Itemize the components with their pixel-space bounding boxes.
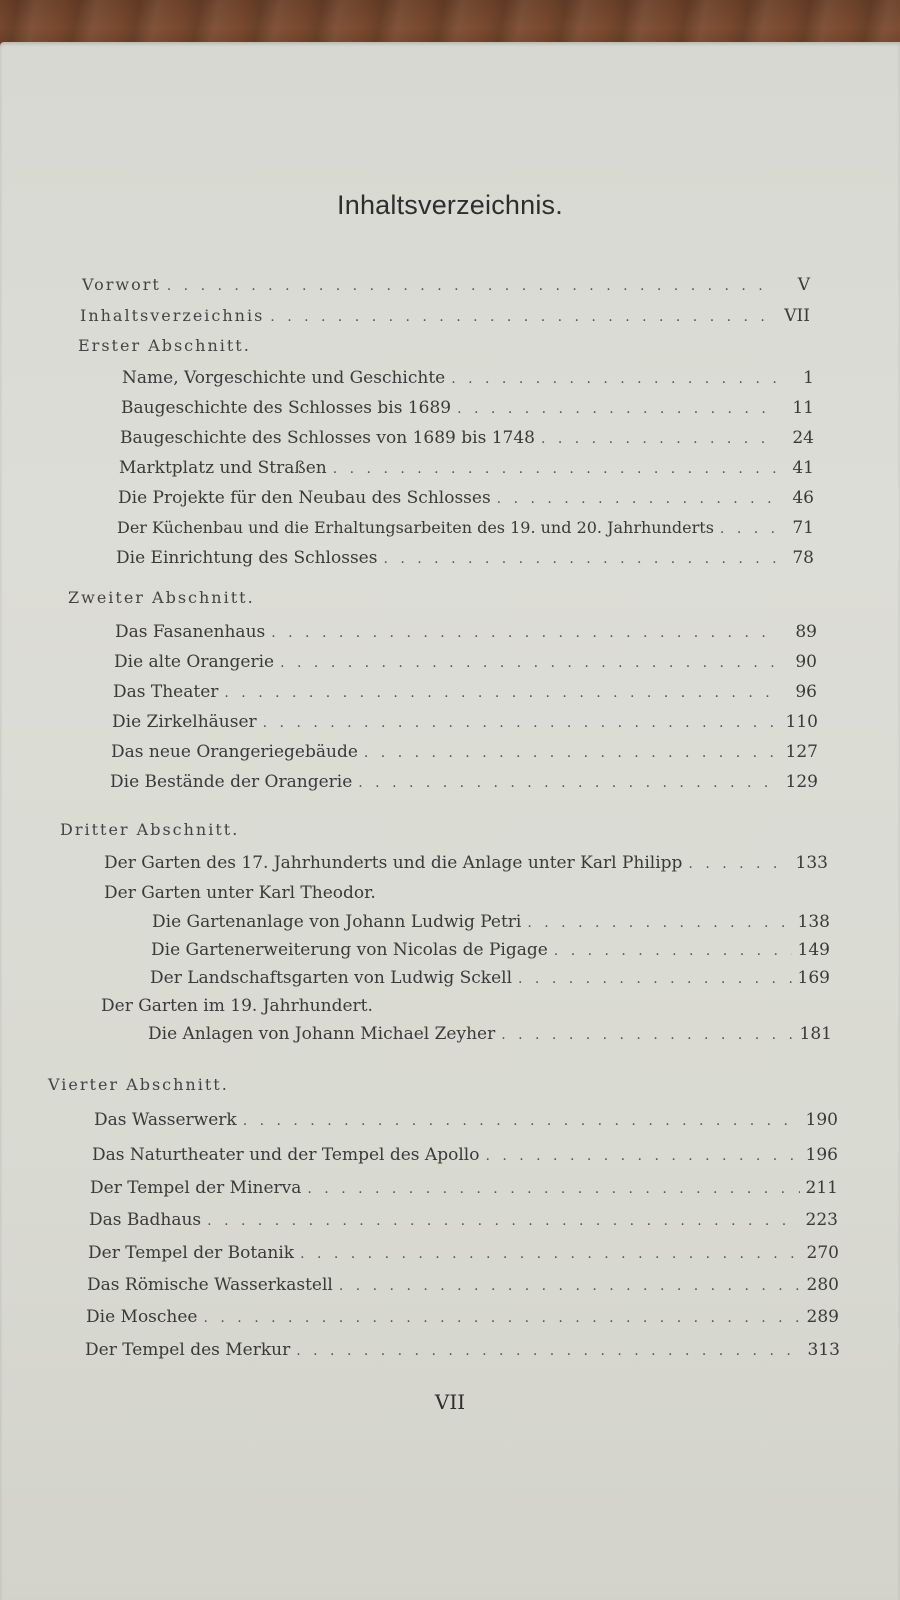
toc-entry xyxy=(112,712,818,740)
toc-entry-page: 223 xyxy=(805,1210,838,1230)
section-heading: Erster Abschnitt. xyxy=(78,336,251,355)
toc-entry-page: 110 xyxy=(785,712,818,732)
leader-dots xyxy=(307,1181,799,1197)
toc-entry-label: Die Anlagen von Johann Michael Zeyher xyxy=(148,1024,496,1044)
toc-entry xyxy=(80,306,810,334)
toc-entry xyxy=(122,368,814,396)
leader-dots xyxy=(207,1213,799,1229)
toc-entry-label: Das Badhaus xyxy=(89,1210,202,1230)
section-heading: Dritter Abschnitt. xyxy=(60,820,240,839)
toc-entry-label: Der Tempel des Merkur xyxy=(85,1340,291,1360)
toc-entry xyxy=(118,488,814,516)
section-heading: Zweiter Abschnitt. xyxy=(68,588,255,607)
toc-entry-page: 211 xyxy=(805,1178,838,1198)
toc-entry-page: 78 xyxy=(792,548,814,568)
leader-dots xyxy=(364,745,780,761)
leader-dots xyxy=(497,491,776,507)
toc-entry xyxy=(116,548,814,576)
toc-entry-page: 11 xyxy=(792,398,814,418)
toc-entry xyxy=(117,518,814,546)
toc-entry-page: 313 xyxy=(807,1340,840,1360)
toc-entry-label: Die Moschee xyxy=(86,1307,198,1327)
toc-entry-page: 71 xyxy=(792,518,814,538)
toc-entry-label: Der Garten im 19. Jahrhundert. xyxy=(101,996,373,1016)
leader-dots xyxy=(527,915,791,931)
toc-entry-label: Das Wasserwerk xyxy=(94,1110,237,1130)
leader-dots xyxy=(271,625,779,641)
toc-entry xyxy=(94,1110,838,1138)
toc-entry-page: 133 xyxy=(795,853,828,873)
toc-entry xyxy=(148,1024,832,1052)
toc-entry-page: 41 xyxy=(792,458,814,478)
toc-entry-label: Die Einrichtung des Schlosses xyxy=(116,548,378,568)
toc-entry xyxy=(115,622,817,650)
toc-entry-page: VII xyxy=(784,306,810,326)
toc-entry-label: Der Küchenbau und die Erhaltungsarbeiten des 19. und 20. Jahrhunderts xyxy=(117,518,714,537)
toc-entry-page: 46 xyxy=(792,488,814,508)
toc-entry xyxy=(150,968,830,996)
toc-entry-label: Die Zirkelhäuser xyxy=(112,712,257,732)
toc-entry-label: Name, Vorgeschichte und Geschichte xyxy=(122,368,446,388)
toc-entry xyxy=(152,912,830,940)
toc-entry-page: 149 xyxy=(797,940,830,960)
leader-dots xyxy=(339,1278,801,1294)
toc-entry-page: V xyxy=(797,275,810,295)
toc-entry-label: Das neue Orangeriegebäude xyxy=(111,742,358,762)
toc-entry-page: 127 xyxy=(785,742,818,762)
toc-entry-page: 190 xyxy=(805,1110,838,1130)
toc-entry xyxy=(90,1178,838,1206)
leader-dots xyxy=(554,943,792,959)
toc-entry xyxy=(92,1145,838,1173)
toc-entry xyxy=(111,742,818,770)
toc-subheading xyxy=(101,996,373,1024)
toc-entry-page: 24 xyxy=(792,428,814,448)
leader-dots xyxy=(485,1148,799,1164)
toc-entry-page: 270 xyxy=(806,1243,839,1263)
toc-entry-label: Der Landschaftsgarten von Ludwig Sckell xyxy=(150,968,513,988)
toc-entry xyxy=(110,772,818,800)
toc-entry-label: Die Gartenerweiterung von Nicolas de Pigage xyxy=(151,940,548,960)
toc-entry-page: 289 xyxy=(806,1307,839,1327)
toc-entry xyxy=(113,682,817,710)
toc-entry-label: Die Gartenanlage von Johann Ludwig Petri xyxy=(152,912,522,932)
toc-entry-label: Inhaltsverzeichnis xyxy=(80,306,265,325)
toc-entry xyxy=(151,940,830,968)
section-heading: Vierter Abschnitt. xyxy=(48,1075,229,1094)
toc-entry xyxy=(87,1275,839,1303)
toc-entry xyxy=(86,1307,839,1335)
toc-entry xyxy=(85,1340,840,1368)
leader-dots xyxy=(518,971,792,987)
toc-entry-label: Die alte Orangerie xyxy=(114,652,275,672)
leader-dots xyxy=(383,551,776,567)
toc-entry-label: Marktplatz und Straßen xyxy=(119,458,327,478)
toc-entry-page: 90 xyxy=(795,652,817,672)
toc-entry-label: Das Naturtheater und der Tempel des Apollo xyxy=(92,1145,480,1165)
toc-entry-label: Das Theater xyxy=(113,682,219,702)
leader-dots xyxy=(296,1343,801,1359)
toc-entry-label: Der Tempel der Botanik xyxy=(88,1243,295,1263)
toc-entry-page: 89 xyxy=(795,622,817,642)
toc-entry-page: 181 xyxy=(799,1024,832,1044)
leader-dots xyxy=(243,1113,800,1129)
page-title: Inhaltsverzeichnis. xyxy=(337,190,563,220)
toc-entry-label: Der Tempel der Minerva xyxy=(90,1178,302,1198)
toc-entry-label: Baugeschichte des Schlosses bis 1689 xyxy=(121,398,452,418)
leader-dots xyxy=(300,1246,800,1262)
toc-entry-label: Das Römische Wasserkastell xyxy=(87,1275,333,1295)
toc-entry xyxy=(120,428,814,456)
leader-dots xyxy=(333,461,776,477)
toc-entry xyxy=(114,652,817,680)
toc-entry xyxy=(104,853,828,881)
page-number: VII xyxy=(434,1390,466,1414)
leader-dots xyxy=(224,685,779,701)
toc-entry xyxy=(119,458,814,486)
leader-dots xyxy=(270,309,772,325)
toc-entry-page: 1 xyxy=(803,368,814,388)
toc-entry-page: 138 xyxy=(797,912,830,932)
toc-entry xyxy=(82,275,810,303)
leader-dots xyxy=(280,655,779,671)
toc-entry-label: Das Fasanenhaus xyxy=(115,622,266,642)
leader-dots xyxy=(457,401,776,417)
toc-entry-page: 169 xyxy=(797,968,830,988)
leader-dots xyxy=(451,371,776,387)
toc-entry xyxy=(121,398,814,426)
toc-entry xyxy=(89,1210,838,1238)
leader-dots xyxy=(720,521,776,537)
toc-subheading xyxy=(104,883,376,911)
toc-entry-page: 196 xyxy=(805,1145,838,1165)
leader-dots xyxy=(688,856,789,872)
toc-entry-page: 129 xyxy=(785,772,818,792)
toc-entry-label: Die Bestände der Orangerie xyxy=(110,772,353,792)
toc-entry-label: Die Projekte für den Neubau des Schlosses xyxy=(118,488,491,508)
leader-dots xyxy=(358,775,779,791)
toc-entry xyxy=(88,1243,839,1271)
toc-entry-label: Der Garten des 17. Jahrhunderts und die Anlage unter Karl Philipp xyxy=(104,853,683,873)
toc-entry-label: Vorwort xyxy=(82,275,161,294)
leader-dots xyxy=(501,1027,793,1043)
toc-entry-page: 96 xyxy=(795,682,817,702)
leader-dots xyxy=(204,1310,801,1326)
leader-dots xyxy=(263,715,780,731)
toc-entry-label: Der Garten unter Karl Theodor. xyxy=(104,883,376,903)
toc-entry-label: Baugeschichte des Schlosses von 1689 bis 1748 xyxy=(120,428,535,448)
leader-dots xyxy=(167,278,772,294)
toc-entry-page: 280 xyxy=(806,1275,839,1295)
leader-dots xyxy=(541,431,776,447)
